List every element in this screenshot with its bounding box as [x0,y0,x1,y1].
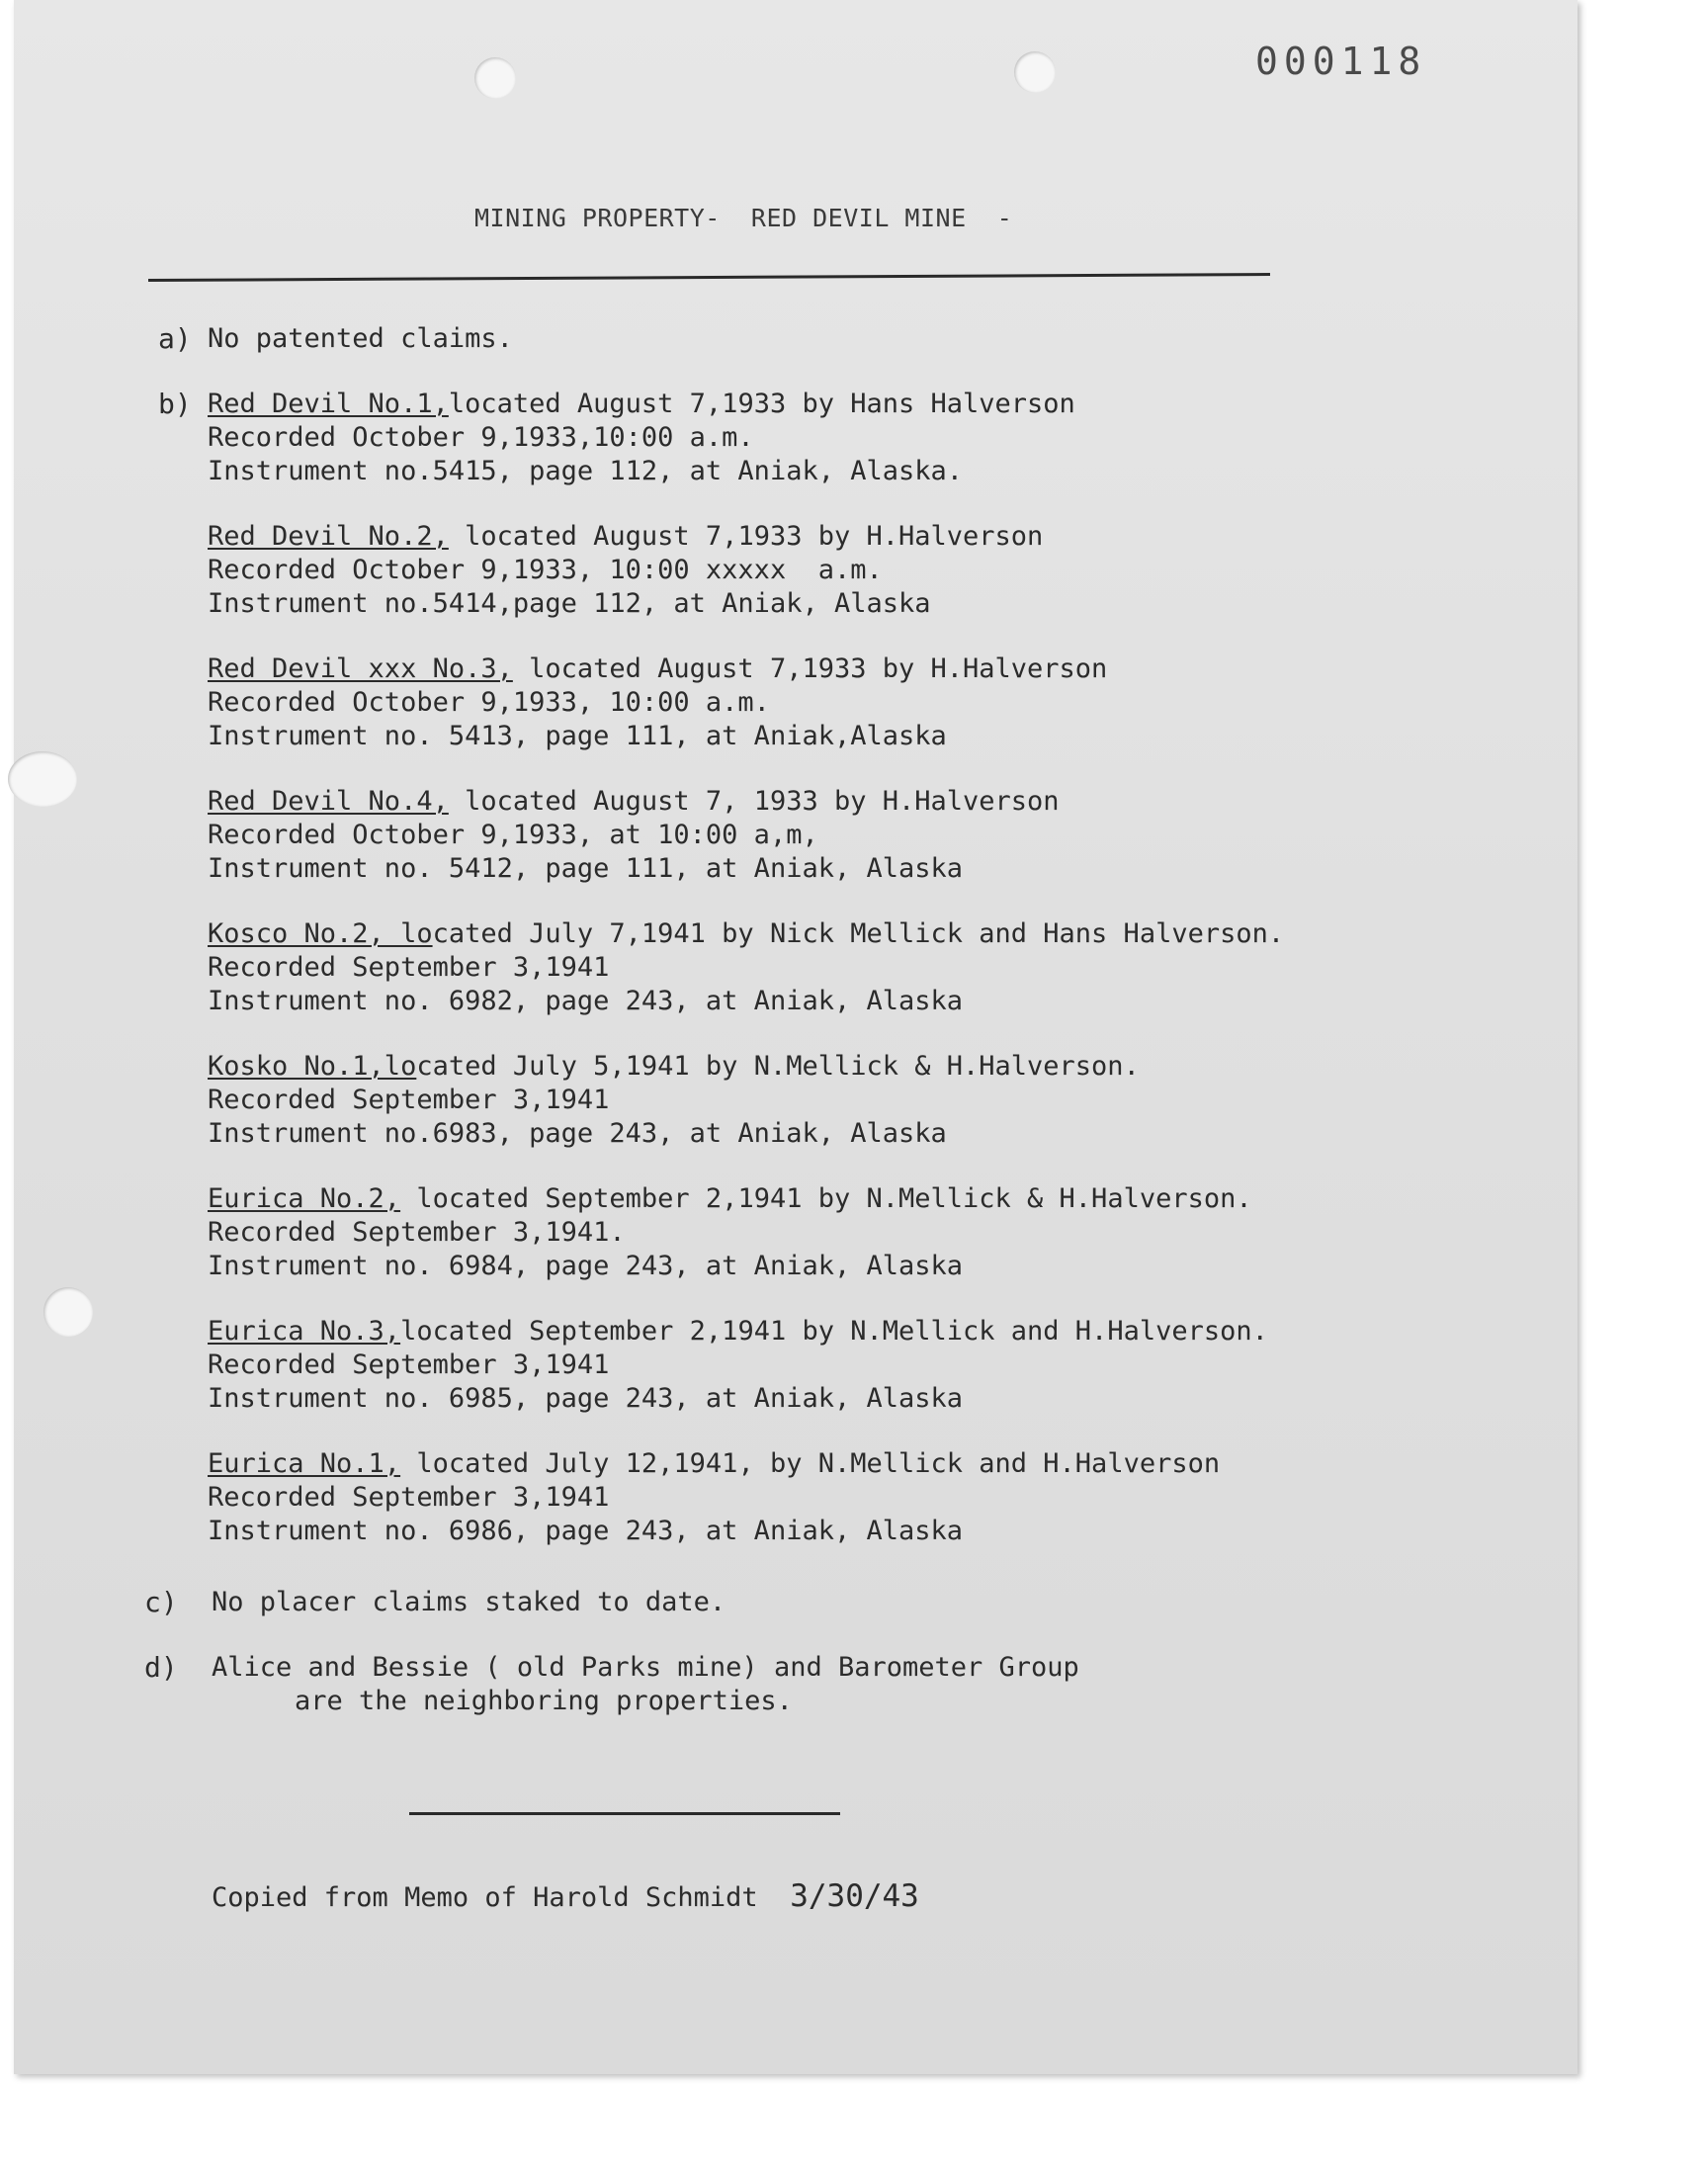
claim-located: located September 2,1941 by N.Mellick and H.Halverson. [400,1316,1268,1347]
section-c-marker: c) [144,1586,178,1618]
claim-instrument: Instrument no.5415, page 112, at Aniak, Alaska. [208,456,964,486]
claim-located: cated July 7,1941 by Nick Mellick and Hans Halverson. [432,918,1285,949]
document-number: 000118 [1255,40,1427,83]
document-page [14,0,1578,2074]
section-b-marker: b) [158,388,192,420]
claim-instrument: Instrument no. 5412, page 111, at Aniak, Alaska [208,853,964,884]
claim-instrument: Instrument no. 6984, page 243, at Aniak, Alaska [208,1251,964,1281]
claim-recorded: Recorded September 3,1941. [208,1217,626,1248]
claim-located: located August 7,1933 by H.Halverson [512,653,1108,684]
claim-instrument: Instrument no. 6986, page 243, at Aniak, Alaska [208,1516,964,1546]
claim-located-line [208,1315,1268,1348]
claim-name: Eurica No.2, [208,1183,401,1214]
section-d-line2: are the neighboring properties. [295,1686,793,1716]
claim-located-line [208,1182,1252,1216]
footer-note [212,1878,919,1914]
claim-located: cated July 5,1941 by N.Mellick & H.Halverson. [416,1051,1140,1082]
section-c-text: No placer claims staked to date. [212,1587,726,1617]
claim-located: located July 12,1941, by N.Mellick and H.Halverson [400,1448,1221,1479]
claim-located-line [208,785,1060,819]
claim-recorded: Recorded September 3,1941 [208,952,610,983]
claim-instrument: Instrument no. 6985, page 243, at Aniak, Alaska [208,1383,964,1414]
closing-rule [409,1812,840,1815]
footer-text: Copied from Memo of Harold Schmidt [212,1882,758,1913]
claim-recorded: Recorded October 9,1933, at 10:00 a,m, [208,820,818,850]
claim-instrument: Instrument no.5414,page 112, at Aniak, Alaska [208,588,931,619]
claim-located-line [208,917,1284,951]
claim-located-line [208,1050,1140,1084]
punch-hole [474,57,516,99]
claim-name: Eurica No.3, [208,1316,401,1347]
claim-name: Red Devil No.4, [208,786,449,817]
claim-located: located September 2,1941 by N.Mellick & H.Halverson. [400,1183,1252,1214]
footer-date: 3/30/43 [790,1878,919,1914]
claim-recorded: Recorded September 3,1941 [208,1085,610,1115]
section-a-text: No patented claims. [208,323,513,354]
claim-located-line [208,388,1075,421]
punch-hole [1014,51,1056,93]
claim-name: Eurica No.1, [208,1448,401,1479]
claim-recorded: Recorded September 3,1941 [208,1349,610,1380]
section-a-marker: a) [158,322,192,355]
claim-name: Red Devil No.1, [208,389,449,419]
claim-name: Kosko No.1,lo [208,1051,417,1082]
claim-recorded: Recorded October 9,1933,10:00 a.m. [208,422,754,453]
claim-located-line [208,520,1043,554]
claim-recorded: Recorded October 9,1933, 10:00 a.m. [208,687,770,718]
claim-located: located August 7, 1933 by H.Halverson [448,786,1060,817]
claim-located: located August 7,1933 by H.Halverson [448,521,1044,552]
claim-name: Red Devil No.2, [208,521,449,552]
punch-hole [43,1287,93,1337]
claim-instrument: Instrument no.6983, page 243, at Aniak, Alaska [208,1118,947,1149]
claim-name: Kosco No.2, lo [208,918,433,949]
section-d-marker: d) [144,1651,178,1684]
claim-recorded: Recorded September 3,1941 [208,1482,610,1513]
page-title: MINING PROPERTY- RED DEVIL MINE - [474,204,1013,232]
claim-name: Red Devil xxx No.3, [208,653,513,684]
claim-located: located August 7,1933 by Hans Halverson [448,389,1075,419]
section-d-line1: Alice and Bessie ( old Parks mine) and Barometer Group [212,1652,1079,1683]
claim-instrument: Instrument no. 6982, page 243, at Aniak, Alaska [208,986,964,1016]
claim-recorded: Recorded October 9,1933, 10:00 xxxxx a.m. [208,555,883,585]
claim-instrument: Instrument no. 5413, page 111, at Aniak,Alaska [208,721,947,751]
punch-hole [8,751,77,807]
claim-located-line [208,1447,1220,1481]
claim-located-line [208,652,1107,686]
